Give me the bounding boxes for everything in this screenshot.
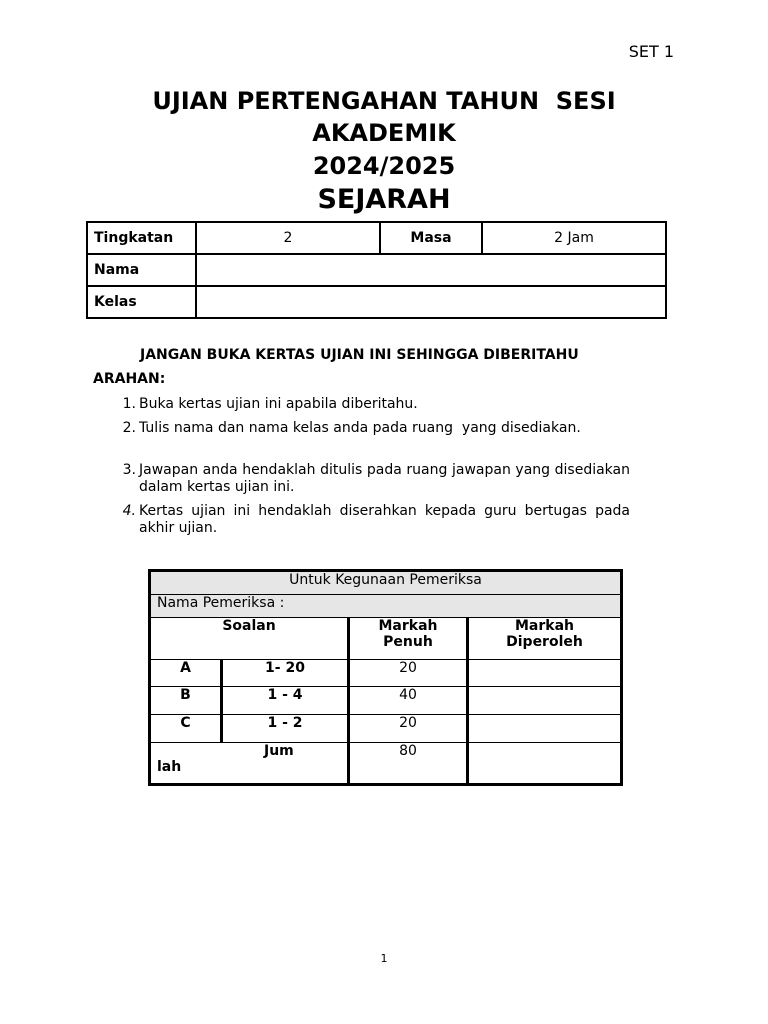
- table-row: [150, 660, 622, 687]
- table-row: [150, 715, 622, 743]
- instruction-item: [112, 503, 630, 537]
- masa-label: Masa: [380, 222, 482, 254]
- full-marks: 20: [349, 660, 468, 687]
- total-label: [150, 743, 349, 785]
- instruction-text: Kertas ujian ini hendaklah diserahkan kepada guru bertugas pada akhir ujian.: [139, 503, 630, 536]
- nama-label: Nama: [87, 254, 196, 286]
- obtained-marks-field[interactable]: [468, 687, 622, 715]
- info-row-kelas: [87, 286, 666, 318]
- instruction-number: 4.: [122, 503, 136, 519]
- full-marks: 40: [349, 687, 468, 715]
- obtained-marks-field[interactable]: [468, 715, 622, 743]
- column-header-row: [150, 618, 622, 660]
- section-label: B: [150, 687, 222, 715]
- col-markah-diperoleh: Markah Diperoleh: [468, 618, 622, 660]
- section-label: C: [150, 715, 222, 743]
- exam-title-line-1: UJIAN PERTENGAHAN TAHUN SESI: [152, 87, 616, 115]
- instruction-number: 1.: [122, 396, 136, 412]
- set-label: SET 1: [628, 42, 674, 61]
- nama-field[interactable]: [196, 254, 666, 286]
- instruction-text: Tulis nama dan nama kelas anda pada ruang yang disediakan.: [139, 420, 581, 436]
- masa-value: 2 Jam: [482, 222, 666, 254]
- examiner-heading: Untuk Kegunaan Pemeriksa: [150, 571, 622, 595]
- total-full-marks: 80: [349, 743, 468, 785]
- exam-title-line-2: AKADEMIK: [312, 119, 456, 147]
- examiner-table: [148, 569, 623, 786]
- col-markah-penuh: Markah Penuh: [349, 618, 468, 660]
- kelas-field[interactable]: [196, 286, 666, 318]
- arahan-heading: ARAHAN:: [93, 371, 166, 387]
- student-info-table: [86, 221, 667, 319]
- total-label-part-2: lah: [157, 759, 182, 775]
- examiner-name-row: [150, 595, 622, 618]
- tingkatan-label: Tingkatan: [87, 222, 196, 254]
- instruction-item: [112, 462, 630, 496]
- question-range: 1 - 2: [222, 715, 349, 743]
- examiner-name-label: Nama Pemeriksa :: [150, 595, 622, 618]
- table-row: [150, 687, 622, 715]
- info-row-nama: [87, 254, 666, 286]
- examiner-heading-row: [150, 571, 622, 595]
- instruction-number: 2.: [122, 420, 136, 436]
- question-range: 1 - 4: [222, 687, 349, 715]
- instruction-text: Jawapan anda hendaklah ditulis pada ruang jawapan yang disediakan dalam kertas ujian ini.: [139, 462, 630, 495]
- info-row-tingkatan: [87, 222, 666, 254]
- question-range: 1- 20: [222, 660, 349, 687]
- total-row: [150, 743, 622, 785]
- total-obtained-field[interactable]: [468, 743, 622, 785]
- instruction-text: Buka kertas ujian ini apabila diberitahu.: [139, 396, 418, 412]
- exam-title-year: 2024/2025: [312, 152, 456, 180]
- subject-title: SEJARAH: [317, 184, 451, 215]
- instruction-item: [112, 420, 630, 437]
- section-label: A: [150, 660, 222, 687]
- col-soalan: Soalan: [150, 618, 349, 660]
- total-label-part-1: Jum: [264, 743, 294, 759]
- full-marks: 20: [349, 715, 468, 743]
- warning-text: JANGAN BUKA KERTAS UJIAN INI SEHINGGA DIBERITAHU: [140, 347, 579, 363]
- instruction-number: 3.: [122, 462, 136, 478]
- obtained-marks-field[interactable]: [468, 660, 622, 687]
- tingkatan-value: 2: [196, 222, 380, 254]
- page-number: 1: [380, 952, 388, 965]
- instruction-item: [112, 396, 630, 413]
- kelas-label: Kelas: [87, 286, 196, 318]
